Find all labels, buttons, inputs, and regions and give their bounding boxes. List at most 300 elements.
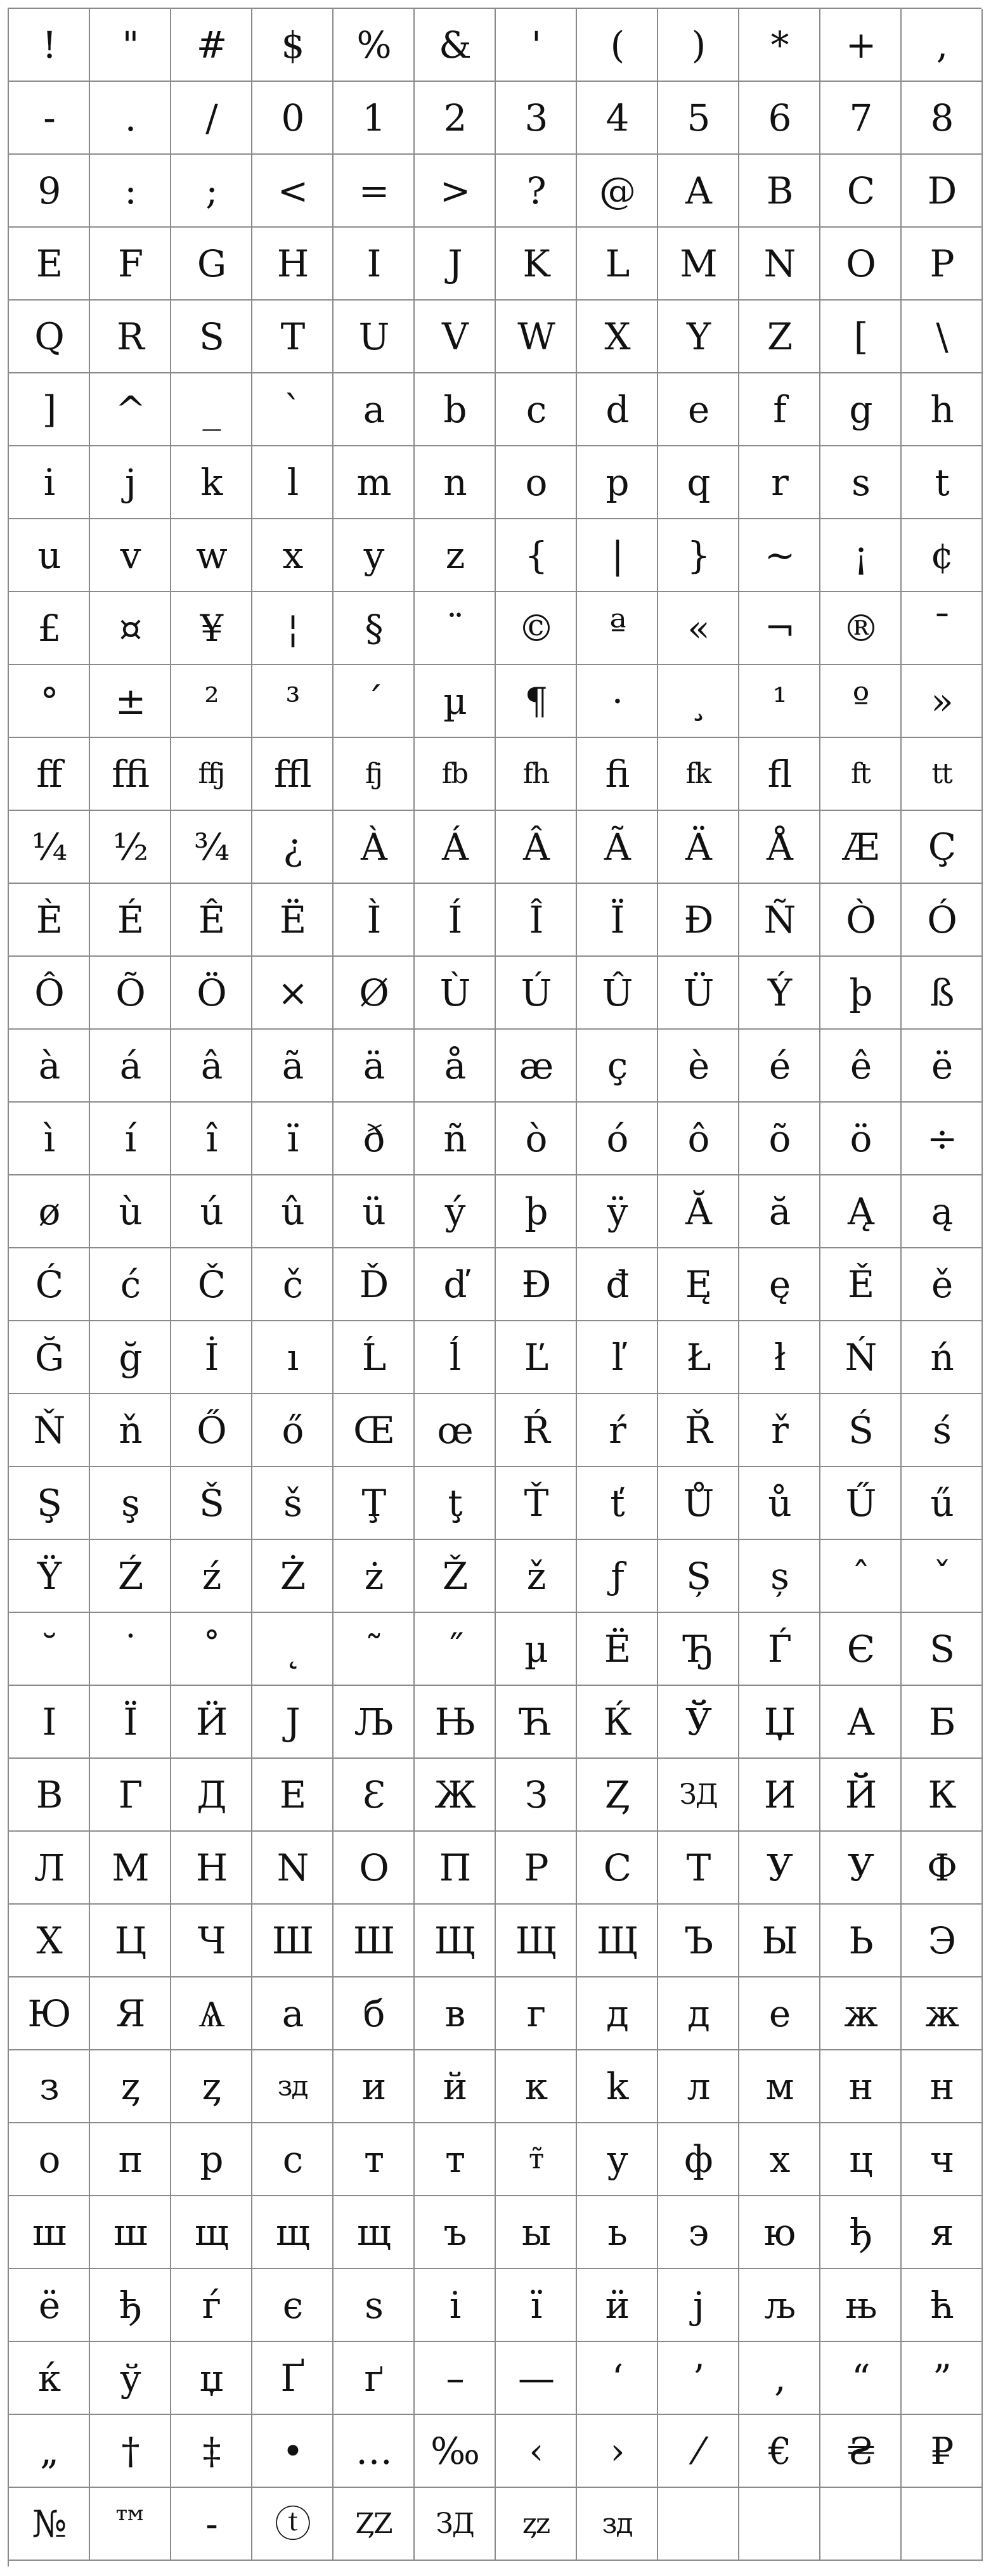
glyph-grid bbox=[8, 8, 981, 2566]
glyph-cell: а bbox=[252, 1977, 334, 2050]
glyph-cell: ¦ bbox=[252, 592, 334, 665]
glyph-cell: Њ bbox=[415, 1686, 496, 1759]
glyph-cell: П bbox=[415, 1832, 496, 1905]
glyph-cell: ™ bbox=[90, 2488, 171, 2561]
glyph-cell: Ô bbox=[9, 957, 90, 1030]
glyph-cell: µ bbox=[415, 665, 496, 738]
glyph-cell: ĺ bbox=[415, 1321, 496, 1394]
glyph-cell: ж bbox=[902, 1977, 983, 2050]
glyph-cell: ü bbox=[334, 1175, 415, 1248]
glyph-cell: á bbox=[90, 1030, 171, 1103]
glyph-cell: µ bbox=[496, 1613, 577, 1686]
glyph-cell: ť bbox=[577, 1467, 658, 1540]
glyph-cell: É bbox=[90, 884, 171, 957]
glyph-cell: K bbox=[496, 228, 577, 301]
glyph-cell: N bbox=[739, 228, 820, 301]
glyph-cell: ⁄ bbox=[658, 2415, 739, 2488]
glyph-cell: Ј bbox=[252, 1686, 334, 1759]
glyph-cell: О bbox=[334, 1832, 415, 1905]
glyph-cell: ﬀj bbox=[171, 738, 252, 811]
glyph-cell: ж bbox=[820, 1977, 902, 2050]
glyph-cell: ¶ bbox=[496, 665, 577, 738]
glyph-cell: Z bbox=[739, 301, 820, 373]
glyph-cell: ì bbox=[9, 1103, 90, 1175]
glyph-cell: W bbox=[496, 301, 577, 373]
glyph-cell: • bbox=[252, 2415, 334, 2488]
glyph-cell: Ź bbox=[90, 1540, 171, 1613]
glyph-cell: ј bbox=[658, 2269, 739, 2342]
glyph-cell: ь bbox=[577, 2196, 658, 2269]
glyph-cell: * bbox=[739, 9, 820, 82]
glyph-cell: ₽ bbox=[902, 2415, 983, 2488]
glyph-cell: Œ bbox=[334, 1394, 415, 1467]
glyph-cell: ‚ bbox=[739, 2342, 820, 2415]
glyph-cell: e bbox=[658, 373, 739, 446]
glyph-cell: ~ bbox=[739, 519, 820, 592]
glyph-cell: — bbox=[496, 2342, 577, 2415]
glyph-cell: Р bbox=[496, 1832, 577, 1905]
glyph-cell: ň bbox=[90, 1394, 171, 1467]
glyph-cell: … bbox=[334, 2415, 415, 2488]
glyph-cell: щ bbox=[252, 2196, 334, 2269]
glyph-cell: ˛ bbox=[252, 1613, 334, 1686]
glyph-cell: ? bbox=[496, 155, 577, 228]
glyph-cell: Г bbox=[90, 1759, 171, 1832]
glyph-cell: È bbox=[9, 884, 90, 957]
glyph-cell: Ę bbox=[658, 1248, 739, 1321]
glyph-cell: b bbox=[415, 373, 496, 446]
glyph-cell: ” bbox=[902, 2342, 983, 2415]
glyph-cell: é bbox=[739, 1030, 820, 1103]
glyph-cell: + bbox=[820, 9, 902, 82]
glyph-cell: ï bbox=[252, 1103, 334, 1175]
glyph-cell: Ő bbox=[171, 1394, 252, 1467]
glyph-cell: İ bbox=[171, 1321, 252, 1394]
glyph-cell: ˚ bbox=[171, 1613, 252, 1686]
glyph-cell: U bbox=[334, 301, 415, 373]
glyph-cell: ± bbox=[90, 665, 171, 738]
glyph-cell: u bbox=[9, 519, 90, 592]
glyph-cell: © bbox=[496, 592, 577, 665]
glyph-cell: Ą bbox=[820, 1175, 902, 1248]
glyph-cell: î bbox=[171, 1103, 252, 1175]
glyph-cell: ò bbox=[496, 1103, 577, 1175]
glyph-cell: £ bbox=[9, 592, 90, 665]
glyph-cell: Ж bbox=[415, 1759, 496, 1832]
glyph-cell: Н bbox=[171, 1832, 252, 1905]
glyph-cell: Í bbox=[415, 884, 496, 957]
glyph-cell: m bbox=[334, 446, 415, 519]
glyph-cell: z bbox=[415, 519, 496, 592]
glyph-cell: P bbox=[902, 228, 983, 301]
glyph-cell: ш bbox=[9, 2196, 90, 2269]
glyph-cell: ˜ bbox=[334, 1613, 415, 1686]
glyph-cell: В bbox=[9, 1759, 90, 1832]
glyph-cell: I bbox=[334, 228, 415, 301]
glyph-cell: Џ bbox=[739, 1686, 820, 1759]
glyph-cell: ¾ bbox=[171, 811, 252, 884]
glyph-cell: - bbox=[9, 82, 90, 155]
glyph-cell: њ bbox=[820, 2269, 902, 2342]
glyph-cell: „ bbox=[9, 2415, 90, 2488]
glyph-cell: ₴ bbox=[820, 2415, 902, 2488]
glyph-cell: ﬄ bbox=[252, 738, 334, 811]
glyph-cell: ӥ bbox=[577, 2269, 658, 2342]
glyph-cell: Š bbox=[171, 1467, 252, 1540]
glyph-cell: Х bbox=[9, 1905, 90, 1977]
glyph-cell: Ð bbox=[658, 884, 739, 957]
glyph-cell: ѓ bbox=[171, 2269, 252, 2342]
glyph-cell: À bbox=[334, 811, 415, 884]
glyph-cell: Ь bbox=[820, 1905, 902, 1977]
glyph-cell: Ň bbox=[9, 1394, 90, 1467]
glyph-cell: Ë bbox=[252, 884, 334, 957]
glyph-cell: â bbox=[171, 1030, 252, 1103]
glyph-cell: a bbox=[334, 373, 415, 446]
glyph-cell: ш bbox=[90, 2196, 171, 2269]
glyph-cell: ń bbox=[902, 1321, 983, 1394]
glyph-cell: c bbox=[496, 373, 577, 446]
glyph-cell: г bbox=[496, 1977, 577, 2050]
glyph-cell: т bbox=[334, 2123, 415, 2196]
glyph-cell: ȥ bbox=[171, 2050, 252, 2123]
glyph-cell: л bbox=[658, 2050, 739, 2123]
glyph-cell: Ğ bbox=[9, 1321, 90, 1394]
glyph-cell: ﬁ bbox=[577, 738, 658, 811]
glyph-cell: L bbox=[577, 228, 658, 301]
glyph-cell: ﬃ bbox=[90, 738, 171, 811]
glyph-cell: ® bbox=[820, 592, 902, 665]
glyph-cell: ў bbox=[90, 2342, 171, 2415]
glyph-cell: Щ bbox=[415, 1905, 496, 1977]
glyph-cell: И bbox=[739, 1759, 820, 1832]
glyph-cell: ś bbox=[902, 1394, 983, 1467]
glyph-cell: Ѕ bbox=[902, 1613, 983, 1686]
glyph-cell: ó bbox=[577, 1103, 658, 1175]
glyph-cell: º bbox=[820, 665, 902, 738]
glyph-cell: 4 bbox=[577, 82, 658, 155]
glyph-cell: · bbox=[577, 665, 658, 738]
glyph-cell: ґ bbox=[334, 2342, 415, 2415]
glyph-cell: œ bbox=[415, 1394, 496, 1467]
glyph-cell: – bbox=[415, 2342, 496, 2415]
glyph-cell: Ç bbox=[902, 811, 983, 884]
glyph-cell: Ê bbox=[171, 884, 252, 957]
glyph-cell: , bbox=[902, 9, 983, 82]
glyph-cell: ЗД bbox=[658, 1759, 739, 1832]
glyph-cell: ő bbox=[252, 1394, 334, 1467]
glyph-cell: f bbox=[739, 373, 820, 446]
glyph-cell: l bbox=[252, 446, 334, 519]
glyph-cell: т bbox=[415, 2123, 496, 2196]
glyph-cell: ż bbox=[334, 1540, 415, 1613]
glyph-cell: Ŕ bbox=[496, 1394, 577, 1467]
glyph-cell: т̃ bbox=[496, 2123, 577, 2196]
glyph-cell: к bbox=[496, 2050, 577, 2123]
glyph-cell: / bbox=[171, 82, 252, 155]
glyph-cell: Ö bbox=[171, 957, 252, 1030]
glyph-cell-empty bbox=[820, 2488, 902, 2561]
glyph-cell: H bbox=[252, 228, 334, 301]
glyph-cell: { bbox=[496, 519, 577, 592]
glyph-cell: в bbox=[415, 1977, 496, 2050]
glyph-cell: ч bbox=[902, 2123, 983, 2196]
glyph-cell: § bbox=[334, 592, 415, 665]
glyph-cell: ô bbox=[658, 1103, 739, 1175]
glyph-cell: ¬ bbox=[739, 592, 820, 665]
glyph-cell: † bbox=[90, 2415, 171, 2488]
glyph-cell: ё bbox=[9, 2269, 90, 2342]
glyph-cell: č bbox=[252, 1248, 334, 1321]
glyph-cell: д bbox=[658, 1977, 739, 2050]
glyph-cell: ќ bbox=[9, 2342, 90, 2415]
glyph-cell: å bbox=[415, 1030, 496, 1103]
glyph-cell: fj bbox=[334, 738, 415, 811]
glyph-cell: ñ bbox=[415, 1103, 496, 1175]
glyph-cell: ¤ bbox=[90, 592, 171, 665]
glyph-cell: E bbox=[9, 228, 90, 301]
glyph-cell: tt bbox=[902, 738, 983, 811]
glyph-cell: Ё bbox=[577, 1613, 658, 1686]
glyph-cell: = bbox=[334, 155, 415, 228]
glyph-cell: Ż bbox=[252, 1540, 334, 1613]
glyph-cell: ђ bbox=[820, 2196, 902, 2269]
glyph-cell: 0 bbox=[252, 82, 334, 155]
glyph-cell: х bbox=[739, 2123, 820, 2196]
glyph-cell: C bbox=[820, 155, 902, 228]
glyph-cell: Ş bbox=[9, 1467, 90, 1540]
glyph-cell: Č bbox=[171, 1248, 252, 1321]
glyph-cell: N bbox=[252, 1832, 334, 1905]
glyph-cell: 3 bbox=[496, 82, 577, 155]
glyph-cell: о bbox=[9, 2123, 90, 2196]
glyph-cell: ‐ bbox=[171, 2488, 252, 2561]
glyph-cell: 5 bbox=[658, 82, 739, 155]
glyph-cell: ⓣ bbox=[252, 2488, 334, 2561]
glyph-cell: Ć bbox=[9, 1248, 90, 1321]
glyph-cell: 6 bbox=[739, 82, 820, 155]
glyph-cell: s bbox=[820, 446, 902, 519]
glyph-cell: ђ bbox=[90, 2269, 171, 2342]
glyph-cell: Ц bbox=[90, 1905, 171, 1977]
glyph-cell: Õ bbox=[90, 957, 171, 1030]
glyph-cell: и bbox=[334, 2050, 415, 2123]
glyph-cell: Ø bbox=[334, 957, 415, 1030]
glyph-cell: у bbox=[577, 2123, 658, 2196]
glyph-cell: Ì bbox=[334, 884, 415, 957]
glyph-cell: Ш bbox=[252, 1905, 334, 1977]
glyph-cell: % bbox=[334, 9, 415, 82]
glyph-cell: Ľ bbox=[496, 1321, 577, 1394]
glyph-cell: ﬀ bbox=[9, 738, 90, 811]
glyph-cell: k bbox=[577, 2050, 658, 2123]
glyph-cell: ; bbox=[171, 155, 252, 228]
glyph-cell: ˆ bbox=[820, 1540, 902, 1613]
glyph-cell: ö bbox=[820, 1103, 902, 1175]
glyph-cell: Є bbox=[820, 1613, 902, 1686]
glyph-cell: н bbox=[902, 2050, 983, 2123]
glyph-cell-empty bbox=[739, 2488, 820, 2561]
glyph-cell: | bbox=[577, 519, 658, 592]
glyph-cell: Æ bbox=[820, 811, 902, 884]
glyph-cell: зд bbox=[577, 2488, 658, 2561]
glyph-cell: Ш bbox=[334, 1905, 415, 1977]
glyph-cell: ^ bbox=[90, 373, 171, 446]
glyph-cell: _ bbox=[171, 373, 252, 446]
glyph-cell: ´ bbox=[334, 665, 415, 738]
glyph-cell: ź bbox=[171, 1540, 252, 1613]
glyph-cell: ф bbox=[658, 2123, 739, 2196]
glyph-cell: S bbox=[171, 301, 252, 373]
glyph-cell: õ bbox=[739, 1103, 820, 1175]
glyph-cell: ¨ bbox=[415, 592, 496, 665]
glyph-cell: . bbox=[90, 82, 171, 155]
glyph-cell: з bbox=[9, 2050, 90, 2123]
glyph-cell: T bbox=[252, 301, 334, 373]
glyph-cell: d bbox=[577, 373, 658, 446]
glyph-cell: 8 bbox=[902, 82, 983, 155]
glyph-cell: ƒ bbox=[577, 1540, 658, 1613]
glyph-cell: ˇ bbox=[902, 1540, 983, 1613]
glyph-cell: Ñ bbox=[739, 884, 820, 957]
glyph-cell: ä bbox=[334, 1030, 415, 1103]
glyph-cell: » bbox=[902, 665, 983, 738]
glyph-cell: ę bbox=[739, 1248, 820, 1321]
glyph-cell: Б bbox=[902, 1686, 983, 1759]
glyph-cell: б bbox=[334, 1977, 415, 2050]
glyph-cell: с bbox=[252, 2123, 334, 2196]
glyph-cell: Â bbox=[496, 811, 577, 884]
glyph-cell: B bbox=[739, 155, 820, 228]
glyph-cell: ¥ bbox=[171, 592, 252, 665]
glyph-cell: n bbox=[415, 446, 496, 519]
glyph-cell: D bbox=[902, 155, 983, 228]
glyph-cell: j bbox=[90, 446, 171, 519]
glyph-cell: ћ bbox=[902, 2269, 983, 2342]
glyph-cell: ľ bbox=[577, 1321, 658, 1394]
glyph-cell: # bbox=[171, 9, 252, 82]
glyph-cell: g bbox=[820, 373, 902, 446]
glyph-cell: А bbox=[820, 1686, 902, 1759]
glyph-cell: ê bbox=[820, 1030, 902, 1103]
glyph-cell: w bbox=[171, 519, 252, 592]
glyph-cell: Ü bbox=[658, 957, 739, 1030]
glyph-cell: Щ bbox=[496, 1905, 577, 1977]
glyph-cell: ß bbox=[902, 957, 983, 1030]
glyph-cell: я bbox=[902, 2196, 983, 2269]
glyph-cell: щ bbox=[171, 2196, 252, 2269]
glyph-cell: й bbox=[415, 2050, 496, 2123]
glyph-cell: ž bbox=[496, 1540, 577, 1613]
glyph-cell: þ bbox=[496, 1175, 577, 1248]
glyph-cell: Ґ bbox=[252, 2342, 334, 2415]
glyph-cell: @ bbox=[577, 155, 658, 228]
glyph-cell: ř bbox=[739, 1394, 820, 1467]
glyph-cell: ý bbox=[415, 1175, 496, 1248]
glyph-cell: У bbox=[820, 1832, 902, 1905]
glyph-cell: щ bbox=[334, 2196, 415, 2269]
glyph-cell: п bbox=[90, 2123, 171, 2196]
glyph-cell: Đ bbox=[496, 1248, 577, 1321]
glyph-cell: ç bbox=[577, 1030, 658, 1103]
glyph-cell: Ű bbox=[820, 1467, 902, 1540]
glyph-cell: fb bbox=[415, 738, 496, 811]
glyph-cell: x bbox=[252, 519, 334, 592]
glyph-cell: ø bbox=[9, 1175, 90, 1248]
glyph-cell: ë bbox=[902, 1030, 983, 1103]
glyph-cell: Ы bbox=[739, 1905, 820, 1977]
glyph-cell: Ԑ bbox=[334, 1759, 415, 1832]
glyph-cell: ‰ bbox=[415, 2415, 496, 2488]
glyph-cell: № bbox=[9, 2488, 90, 2561]
glyph-cell: Ў bbox=[658, 1686, 739, 1759]
glyph-cell: М bbox=[90, 1832, 171, 1905]
glyph-cell: э bbox=[658, 2196, 739, 2269]
glyph-cell: Ò bbox=[820, 884, 902, 957]
glyph-cell: ú bbox=[171, 1175, 252, 1248]
glyph-cell: Й bbox=[820, 1759, 902, 1832]
glyph-cell: Û bbox=[577, 957, 658, 1030]
glyph-cell: Ӥ bbox=[171, 1686, 252, 1759]
glyph-cell: 2 bbox=[415, 82, 496, 155]
glyph-cell: ȥz bbox=[496, 2488, 577, 2561]
glyph-cell: ¹ bbox=[739, 665, 820, 738]
glyph-cell: \ bbox=[902, 301, 983, 373]
glyph-cell: ș bbox=[739, 1540, 820, 1613]
glyph-cell: r bbox=[739, 446, 820, 519]
glyph-cell: Ѧ bbox=[171, 1977, 252, 2050]
glyph-cell: ) bbox=[658, 9, 739, 82]
glyph-cell: Ś bbox=[820, 1394, 902, 1467]
glyph-cell: ‹ bbox=[496, 2415, 577, 2488]
glyph-cell-empty bbox=[902, 2488, 983, 2561]
glyph-cell: Ѓ bbox=[739, 1613, 820, 1686]
glyph-cell: A bbox=[658, 155, 739, 228]
glyph-cell: Ȥ bbox=[577, 1759, 658, 1832]
glyph-cell: ă bbox=[739, 1175, 820, 1248]
glyph-cell: Е bbox=[252, 1759, 334, 1832]
glyph-cell: F bbox=[90, 228, 171, 301]
glyph-cell: ć bbox=[90, 1248, 171, 1321]
glyph-cell: ȥ bbox=[90, 2050, 171, 2123]
glyph-cell: ( bbox=[577, 9, 658, 82]
glyph-cell: ı bbox=[252, 1321, 334, 1394]
glyph-cell: е bbox=[739, 1977, 820, 2050]
glyph-cell: ű bbox=[902, 1467, 983, 1540]
glyph-cell: h bbox=[902, 373, 983, 446]
glyph-cell: ů bbox=[739, 1467, 820, 1540]
glyph-cell: Ĺ bbox=[334, 1321, 415, 1394]
glyph-cell: [ bbox=[820, 301, 902, 373]
glyph-cell: Ú bbox=[496, 957, 577, 1030]
glyph-cell: “ bbox=[820, 2342, 902, 2415]
glyph-cell: ³ bbox=[252, 665, 334, 738]
glyph-cell: Ï bbox=[577, 884, 658, 957]
glyph-cell: fk bbox=[658, 738, 739, 811]
glyph-cell: Д bbox=[171, 1759, 252, 1832]
glyph-cell: є bbox=[252, 2269, 334, 2342]
glyph-cell: Q bbox=[9, 301, 90, 373]
glyph-cell: ˙ bbox=[90, 1613, 171, 1686]
glyph-cell: q bbox=[658, 446, 739, 519]
glyph-cell: ` bbox=[252, 373, 334, 446]
glyph-cell: З bbox=[496, 1759, 577, 1832]
glyph-cell: þ bbox=[820, 957, 902, 1030]
glyph-cell: џ bbox=[171, 2342, 252, 2415]
glyph-cell: ȤZ bbox=[334, 2488, 415, 2561]
glyph-cell: š bbox=[252, 1467, 334, 1540]
glyph-cell: Ď bbox=[334, 1248, 415, 1321]
